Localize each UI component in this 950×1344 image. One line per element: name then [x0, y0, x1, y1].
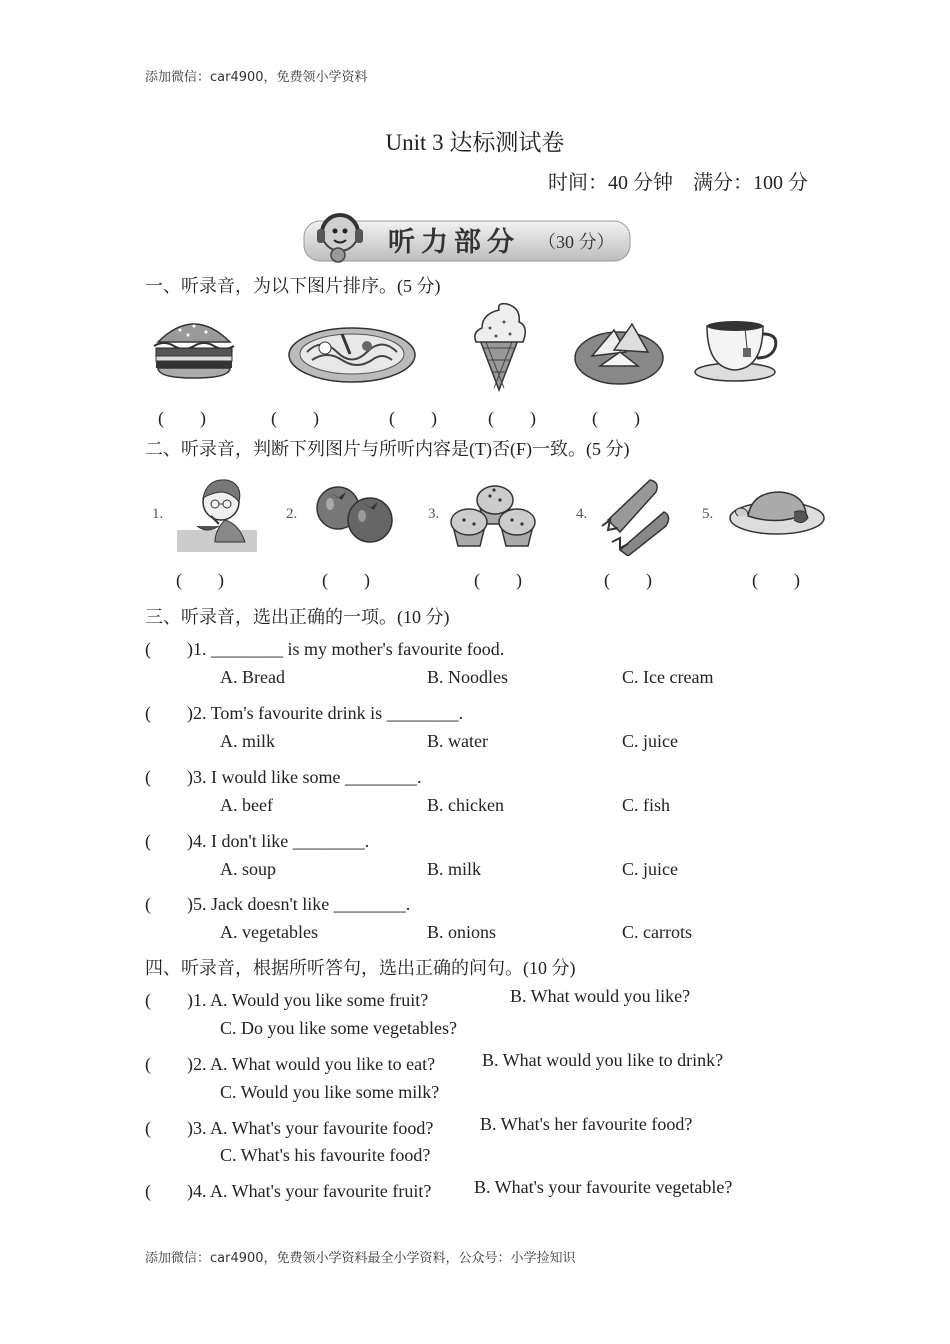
option-b[interactable]: B. onions [427, 922, 497, 942]
question-stem: 5. Jack doesn't like ________. [193, 894, 411, 914]
item-number: 1. [152, 506, 164, 522]
answer-blank[interactable]: ( ) [145, 639, 193, 659]
footer-note: 添加微信：car4900，免费领小学资料最全小学资料，公众号：小学捡知识 [145, 1251, 576, 1266]
headphone-mascot-icon [310, 207, 366, 265]
banner-score: （30 分） [538, 232, 615, 252]
option-b[interactable]: B. chicken [427, 795, 504, 815]
muffins-icon [450, 478, 548, 553]
option-a[interactable]: 1. A. Would you like some fruit? [193, 990, 429, 1010]
answer-blank[interactable]: ( ) [176, 570, 224, 590]
question-row [145, 827, 369, 853]
option-c[interactable]: C. Would you like some milk? [220, 1082, 440, 1102]
section3-heading: 三、听录音，选出正确的一项。(10 分) [145, 607, 450, 627]
question-row [145, 635, 504, 661]
answer-blank[interactable]: ( ) [474, 570, 522, 590]
item-number: 3. [428, 506, 440, 522]
tea-cup-icon [693, 318, 783, 389]
question-stem: 1. ________ is my mother's favourite food. [193, 639, 505, 659]
answer-blank[interactable]: ( ) [145, 894, 193, 914]
answer-blank[interactable]: ( ) [488, 408, 536, 428]
answer-blank[interactable]: ( ) [145, 831, 193, 851]
option-c[interactable]: C. fish [622, 795, 671, 815]
option-a[interactable]: 3. A. What's your favourite food? [193, 1118, 434, 1138]
answer-blank[interactable]: ( ) [145, 767, 193, 787]
option-a[interactable]: A. Bread [220, 667, 285, 687]
option-c[interactable]: C. carrots [622, 922, 692, 942]
answer-blank[interactable]: ( ) [145, 990, 193, 1010]
option-c[interactable]: C. juice [622, 859, 678, 879]
option-a[interactable]: 2. A. What would you like to eat? [193, 1054, 436, 1074]
header-note: 添加微信：car4900，免费领小学资料 [145, 70, 368, 85]
option-a[interactable]: A. vegetables [220, 922, 318, 942]
answer-blank[interactable]: ( ) [322, 570, 370, 590]
option-c[interactable]: C. Ice cream [622, 667, 714, 687]
page-title: Unit 3 达标测试卷 [385, 130, 565, 155]
tomatoes-icon [312, 484, 398, 549]
section1-heading: 一、听录音，为以下图片排序。(5 分) [145, 276, 441, 296]
option-b[interactable]: B. milk [427, 859, 482, 879]
item-number: 2. [286, 506, 298, 522]
question-row [145, 699, 463, 725]
roast-chicken-icon [728, 486, 826, 541]
answer-blank[interactable]: ( ) [158, 408, 206, 428]
option-c[interactable]: C. juice [622, 731, 678, 751]
hamburger-icon [150, 312, 238, 387]
item-number: 5. [702, 506, 714, 522]
option-b[interactable]: B. What's your favourite vegetable? [474, 1177, 733, 1197]
sandwich-plate-icon [574, 316, 664, 391]
banner-label: 听力部分 [388, 227, 520, 258]
answer-blank[interactable]: ( ) [752, 570, 800, 590]
question-row [145, 1114, 433, 1140]
option-b[interactable]: B. Noodles [427, 667, 508, 687]
section4-heading: 四、听录音，根据所听答句，选出正确的问句。(10 分) [145, 958, 576, 978]
answer-blank[interactable]: ( ) [271, 408, 319, 428]
option-a[interactable]: A. soup [220, 859, 277, 879]
answer-blank[interactable]: ( ) [145, 703, 193, 723]
answer-blank[interactable]: ( ) [389, 408, 437, 428]
option-b[interactable]: B. What would you like to drink? [482, 1050, 724, 1070]
carrots-icon [598, 472, 674, 561]
question-row [145, 890, 410, 916]
option-c[interactable]: C. What's his favourite food? [220, 1145, 431, 1165]
answer-blank[interactable]: ( ) [145, 1118, 193, 1138]
exam-meta: 时间：40 分钟 满分：100 分 [548, 172, 808, 194]
option-b[interactable]: B. What's her favourite food? [480, 1114, 693, 1134]
boy-eating-soup-icon [175, 474, 259, 559]
question-row [145, 1050, 435, 1076]
listening-banner [302, 207, 632, 265]
option-b[interactable]: B. water [427, 731, 488, 751]
question-row [145, 1177, 431, 1203]
option-a[interactable]: 4. A. What's your favourite fruit? [193, 1181, 432, 1201]
answer-blank[interactable]: ( ) [145, 1181, 193, 1201]
question-stem: 4. I don't like ________. [193, 831, 370, 851]
section2-heading: 二、听录音，判断下列图片与所听内容是(T)否(F)一致。(5 分) [145, 439, 630, 459]
question-row [145, 763, 421, 789]
option-c[interactable]: C. Do you like some vegetables? [220, 1018, 457, 1038]
question-stem: 3. I would like some ________. [193, 767, 422, 787]
ice-cream-icon [470, 302, 528, 397]
item-number: 4. [576, 506, 588, 522]
option-a[interactable]: A. beef [220, 795, 273, 815]
answer-blank[interactable]: ( ) [604, 570, 652, 590]
question-row [145, 986, 428, 1012]
option-a[interactable]: A. milk [220, 731, 276, 751]
option-b[interactable]: B. What would you like? [510, 986, 691, 1006]
noodles-plate-icon [287, 322, 417, 389]
answer-blank[interactable]: ( ) [145, 1054, 193, 1074]
question-stem: 2. Tom's favourite drink is ________. [193, 703, 464, 723]
answer-blank[interactable]: ( ) [592, 408, 640, 428]
